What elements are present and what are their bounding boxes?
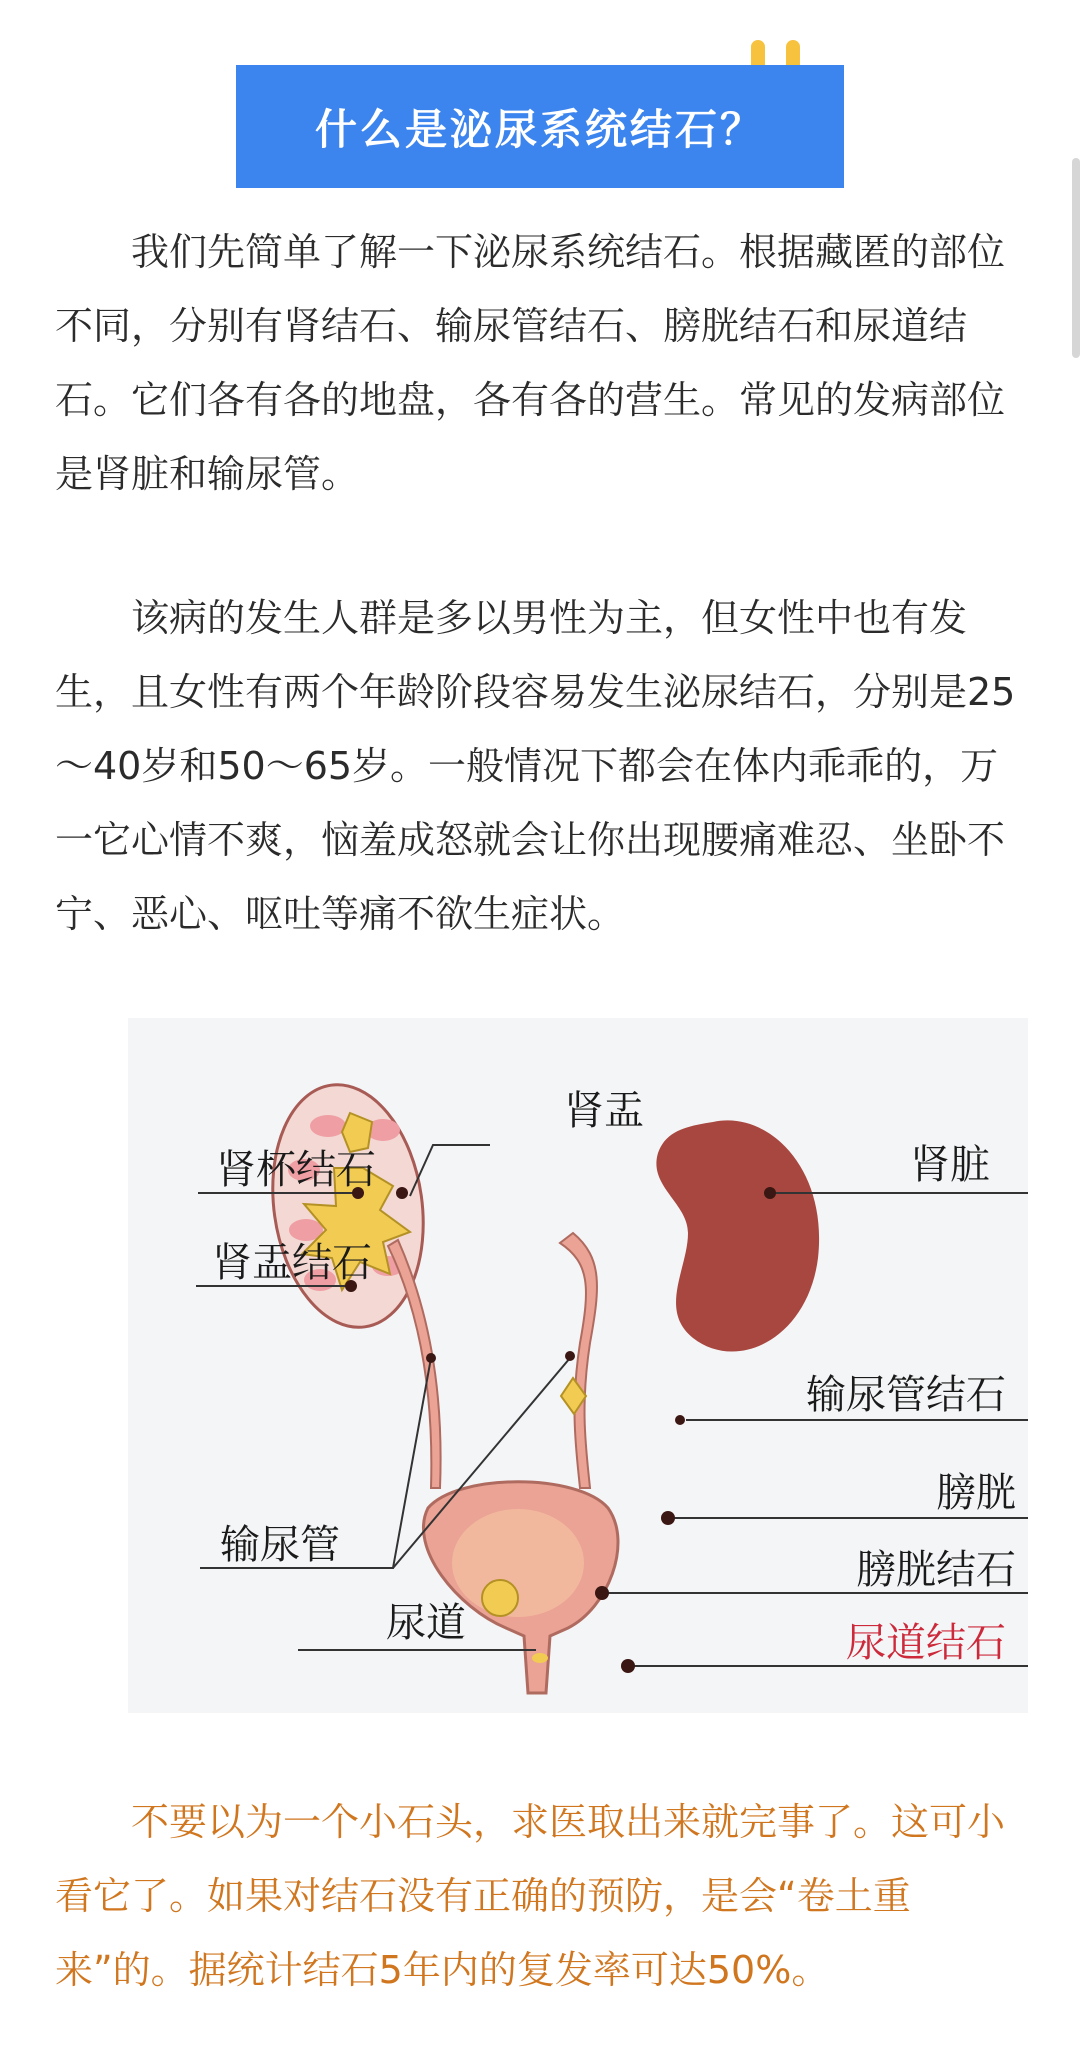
label-renal-pelvis-stone: 肾盂结石 bbox=[212, 1240, 372, 1286]
scrollbar[interactable] bbox=[1072, 158, 1080, 358]
label-ureter: 输尿管 bbox=[220, 1522, 340, 1568]
recurrence-paragraph bbox=[55, 1785, 1027, 2007]
population-paragraph bbox=[55, 581, 1027, 951]
label-renal-pelvis: 肾盂 bbox=[564, 1088, 644, 1134]
urinary-system-illustration bbox=[128, 1018, 1028, 1713]
intro-paragraph-text: 我们先简单了解一下泌尿系统结石。根据藏匿的部位不同，分别有肾结石、输尿管结石、膀胱结石和尿道结石。它们各有各的地盘，各有各的营生。常见的发病部位是肾脏和输尿管。 bbox=[55, 230, 1006, 496]
label-bladder: 膀胱 bbox=[936, 1470, 1016, 1516]
section-title-banner bbox=[236, 65, 844, 188]
population-paragraph-text: 该病的发生人群是多以男性为主，但女性中也有发生，且女性有两个年龄阶段容易发生泌尿结石，分别是25～40岁和50～65岁。一般情况下都会在体内乖乖的，万一它心情不爽，恼羞成怒就会让你出现腰痛难忍、坐卧不宁、恶心、呕吐等痛不欲生症状。 bbox=[55, 596, 1016, 936]
intro-paragraph bbox=[55, 215, 1027, 511]
recurrence-paragraph-text: 不要以为一个小石头，求医取出来就完事了。这可小看它了。如果对结石没有正确的预防，是会“卷土重来”的。据统计结石5年内的复发率可达50%。 bbox=[55, 1800, 1006, 1992]
right-kidney-shape bbox=[656, 1120, 819, 1351]
calyx-shape bbox=[310, 1115, 346, 1137]
bladder-stone-shape bbox=[482, 1580, 518, 1616]
label-ureter-stone: 输尿管结石 bbox=[806, 1372, 1006, 1418]
label-urethra: 尿道 bbox=[386, 1600, 466, 1646]
urinary-system-diagram bbox=[128, 1018, 1028, 1713]
label-kidney-cup-stone: 肾杯结石 bbox=[216, 1147, 376, 1193]
label-urethra-stone: 尿道结石 bbox=[846, 1620, 1006, 1666]
section-title: 什么是泌尿系统结石？ bbox=[314, 104, 765, 154]
label-kidney: 肾脏 bbox=[910, 1142, 990, 1188]
right-ureter-shape bbox=[560, 1233, 597, 1488]
label-bladder-stone: 膀胱结石 bbox=[856, 1547, 1016, 1593]
urethra-stone-shape bbox=[532, 1653, 548, 1663]
